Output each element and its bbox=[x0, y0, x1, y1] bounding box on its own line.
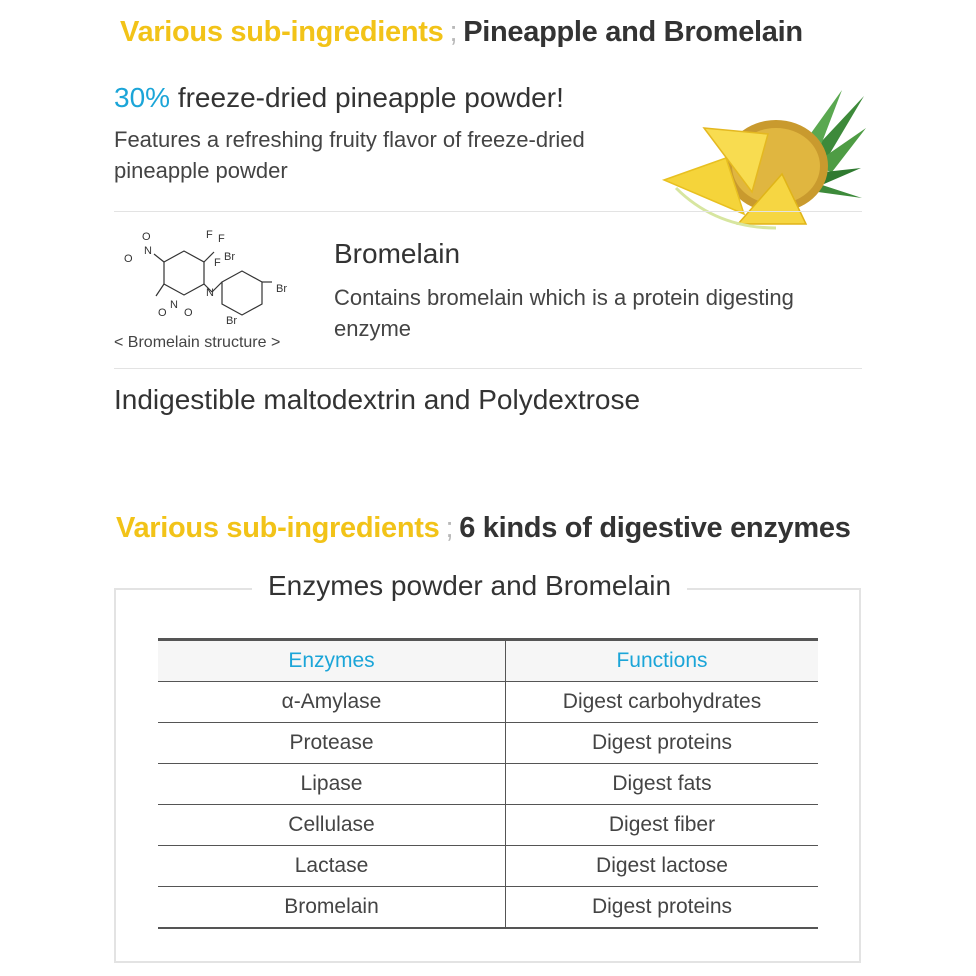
pineapple-description: Features a refreshing fruity flavor of freeze-dried pineapple powder bbox=[114, 127, 585, 183]
enzyme-cell: Lipase bbox=[158, 764, 506, 805]
enzyme-cell: Cellulase bbox=[158, 805, 506, 846]
table-row bbox=[158, 723, 818, 764]
atom-label: O bbox=[124, 253, 133, 265]
bromelain-title: Bromelain bbox=[334, 238, 461, 269]
enzyme-cell: Bromelain bbox=[158, 887, 506, 929]
heading-highlight: Various sub-ingredients bbox=[116, 512, 440, 544]
section-heading-pineapple bbox=[120, 16, 803, 49]
table-row bbox=[158, 846, 818, 887]
table-row bbox=[158, 805, 818, 846]
heading-rest: Pineapple and Bromelain bbox=[463, 16, 803, 48]
heading-separator: ; bbox=[449, 16, 458, 48]
atom-label: O bbox=[184, 307, 193, 319]
pineapple-title-rest: freeze-dried pineapple powder! bbox=[177, 82, 564, 113]
pineapple-percent: 30% bbox=[114, 82, 171, 113]
table-header-row bbox=[158, 640, 818, 682]
atom-label: N bbox=[206, 287, 214, 299]
heading-rest: 6 kinds of digestive enzymes bbox=[459, 512, 851, 544]
atom-label: Br bbox=[224, 251, 235, 263]
atom-label: F bbox=[214, 257, 221, 269]
column-header-functions: Functions bbox=[506, 640, 819, 682]
atom-label: N bbox=[170, 299, 178, 311]
enzymes-box-title: Enzymes powder and Bromelain bbox=[252, 570, 687, 602]
table-row bbox=[158, 764, 818, 805]
section-heading-enzymes bbox=[116, 512, 851, 545]
bromelain-description: Contains bromelain which is a protein digesting enzyme bbox=[334, 285, 794, 341]
function-cell: Digest fiber bbox=[506, 805, 819, 846]
divider bbox=[114, 368, 862, 369]
column-header-enzymes: Enzymes bbox=[158, 640, 506, 682]
function-cell: Digest fats bbox=[506, 764, 819, 805]
function-cell: Digest lactose bbox=[506, 846, 819, 887]
atom-label: O bbox=[142, 231, 151, 243]
atom-label: F bbox=[206, 229, 213, 241]
function-cell: Digest proteins bbox=[506, 723, 819, 764]
enzymes-table bbox=[158, 638, 818, 929]
atom-label: Br bbox=[276, 283, 287, 295]
atom-label: F bbox=[218, 233, 225, 245]
table-row bbox=[158, 682, 818, 723]
bromelain-structure-caption: < Bromelain structure > bbox=[114, 334, 281, 351]
heading-highlight: Various sub-ingredients bbox=[120, 16, 444, 48]
maltodextrin-text: Indigestible maltodextrin and Polydextrose bbox=[114, 384, 641, 415]
function-cell: Digest carbohydrates bbox=[506, 682, 819, 723]
enzyme-cell: α-Amylase bbox=[158, 682, 506, 723]
pineapple-title bbox=[114, 82, 564, 114]
atom-label: O bbox=[158, 307, 167, 319]
atom-label: N bbox=[144, 245, 152, 257]
atom-label: Br bbox=[226, 315, 237, 327]
heading-separator: ; bbox=[445, 512, 454, 544]
pineapple-image bbox=[656, 88, 866, 238]
table-row bbox=[158, 887, 818, 929]
bromelain-structure-diagram bbox=[114, 224, 304, 332]
function-cell: Digest proteins bbox=[506, 887, 819, 929]
divider bbox=[114, 211, 862, 212]
enzyme-cell: Lactase bbox=[158, 846, 506, 887]
enzyme-cell: Protease bbox=[158, 723, 506, 764]
